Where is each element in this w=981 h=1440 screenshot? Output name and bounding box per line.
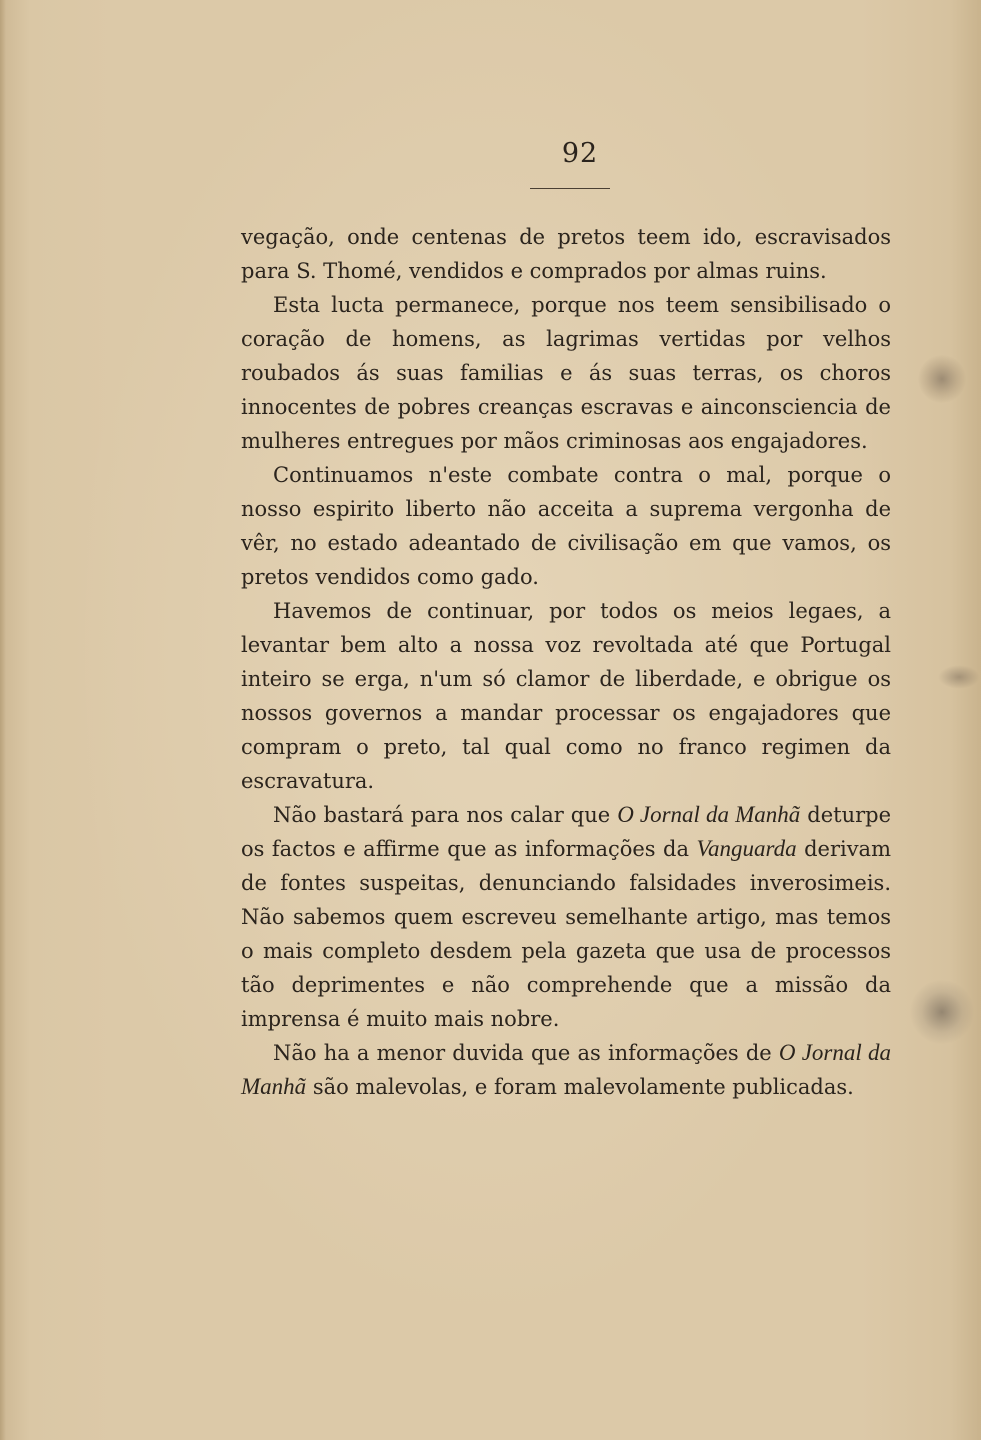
paragraph-5-text-2: deturpe os factos e affirme que as informações da xyxy=(241,803,892,861)
paragraph-5-text-1: Não bastará para nos calar que xyxy=(273,803,618,827)
paragraph-3: Continuamos n'este combate contra o mal, porque o nosso espirito liberto não acceita a suprema vergonha de vêr, no estado adeantado de civilisação em que vamos, os pretos vendidos como gado. xyxy=(241,463,891,589)
paragraph-6-text-2: são malevolas, e foram malevolamente publicadas. xyxy=(306,1075,854,1099)
body-text xyxy=(241,220,891,1104)
newspaper-title-jornal-da-manha: O Jornal da Manhã xyxy=(617,802,801,827)
paragraph-1: vegação, onde centenas de pretos teem ido, escravisados para S. Thomé, vendidos e comprados por almas ruins. xyxy=(241,225,891,283)
newspaper-title-vanguarda: Vanguarda xyxy=(696,836,797,861)
page-stain-icon xyxy=(910,980,974,1044)
paragraph-5 xyxy=(241,798,891,1036)
page-edge-shadow xyxy=(0,0,6,1440)
paragraph-5-text-3: derivam de fontes suspeitas, denunciando falsidades inverosimeis. Não sabemos quem escreveu semelhante artigo, mas temos o mais completo desdem pela gazeta que usa de processos tão deprimentes e não comprehende que a missão da imprensa é muito mais nobre. xyxy=(241,837,891,1031)
page-stain-icon xyxy=(938,665,980,689)
header-rule xyxy=(530,188,610,189)
paragraph-6 xyxy=(241,1036,891,1104)
page-number: 92 xyxy=(561,138,599,169)
newspaper-title-jornal-da-manha-2: O Jornal da Manhã xyxy=(241,1040,891,1099)
paragraph-2: Esta lucta permanece, porque nos teem sensibilisado o coração de homens, as lagrimas vertidas por velhos roubados ás suas familias e ás suas terras, os choros innocentes de pobres creanças escravas e ainconsciencia de mulheres entregues por mãos criminosas aos engajadores. xyxy=(241,293,891,453)
paragraph-4: Havemos de continuar, por todos os meios legaes, a levantar bem alto a nossa voz revoltada até que Portugal inteiro se erga, n'um só clamor de liberdade, e obrigue os nossos governos a mandar processar os engajadores que compram o preto, tal qual como no franco regimen da escravatura. xyxy=(241,599,891,793)
page-stain-icon xyxy=(918,355,966,403)
paragraph-6-text-1: Não ha a menor duvida que as informações de xyxy=(273,1041,779,1065)
